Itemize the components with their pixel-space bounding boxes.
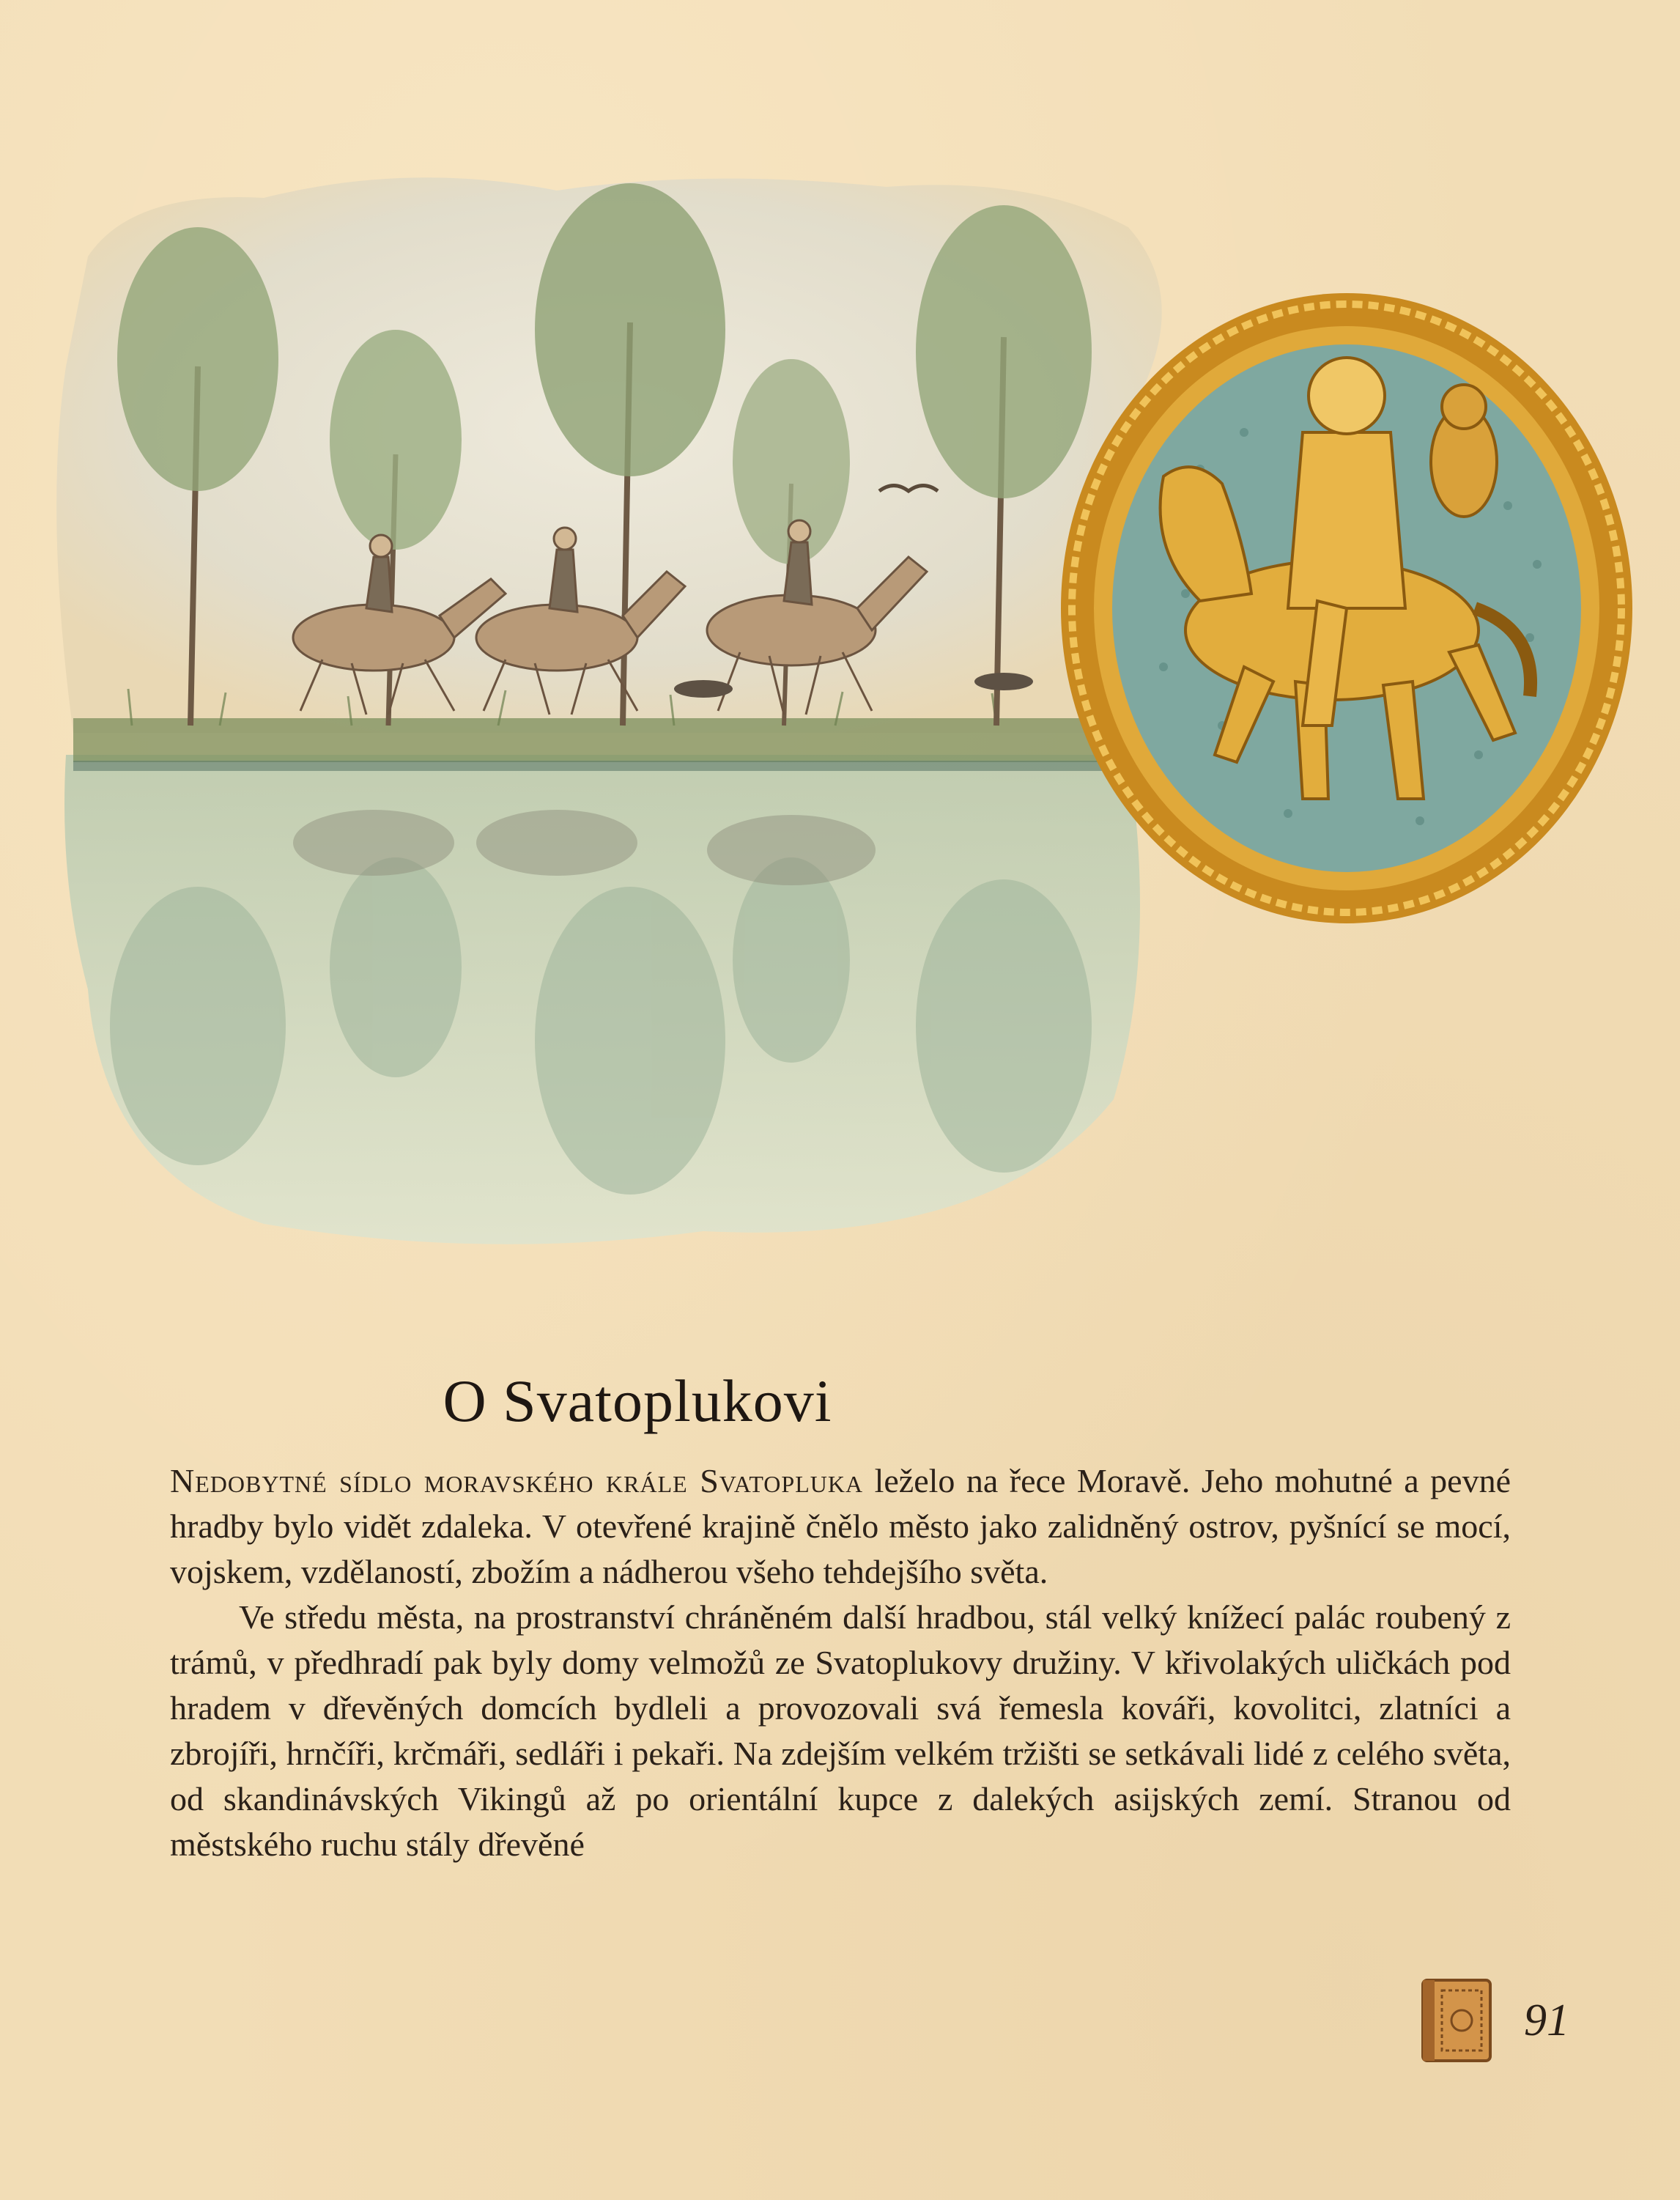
lead-small-caps: Nedobytné sídlo moravského krále Svatopluka	[170, 1462, 864, 1499]
page-number: 91	[1524, 1996, 1569, 2045]
article-body	[170, 1458, 1511, 1867]
lead-rest: leželo na řece Moravě. Jeho mohutné a pevné hradby bylo vidět zdaleka. V otevřené krajině čnělo město jako zalidněný ostrov, pyšnící se mocí, vojskem, vzdělaností, zbožím a nádherou všeho tehdejšího světa.	[170, 1462, 1511, 1590]
rider-with-falcon-medallion	[1054, 286, 1640, 931]
chapter-title: O Svatoplukovi	[443, 1367, 832, 1434]
paragraph-2: Ve středu města, na prostranství chráněném další hradbou, stál velký knížecí palác roubený z trámů, v předhradí pak byly domy velmožů ze Svatoplukovy družiny. V křivolakých uličkách pod hradem v dřevěných domcích bydleli a provozovali svá řemesla kováři, kovolitci, zlatníci a zbrojíři, hrnčíři, krčmáři, sedláři i pekaři. Na zdejším velkém tržišti se setkávali lidé z celého světa, od skandinávských Vikingů až po orientální kupce z dalekých asijských zemí. Stranou od městského ruchu stály dřevěné	[170, 1598, 1511, 1863]
book-ornament-icon	[1420, 1977, 1493, 2064]
paragraph-1	[170, 1458, 1511, 1595]
